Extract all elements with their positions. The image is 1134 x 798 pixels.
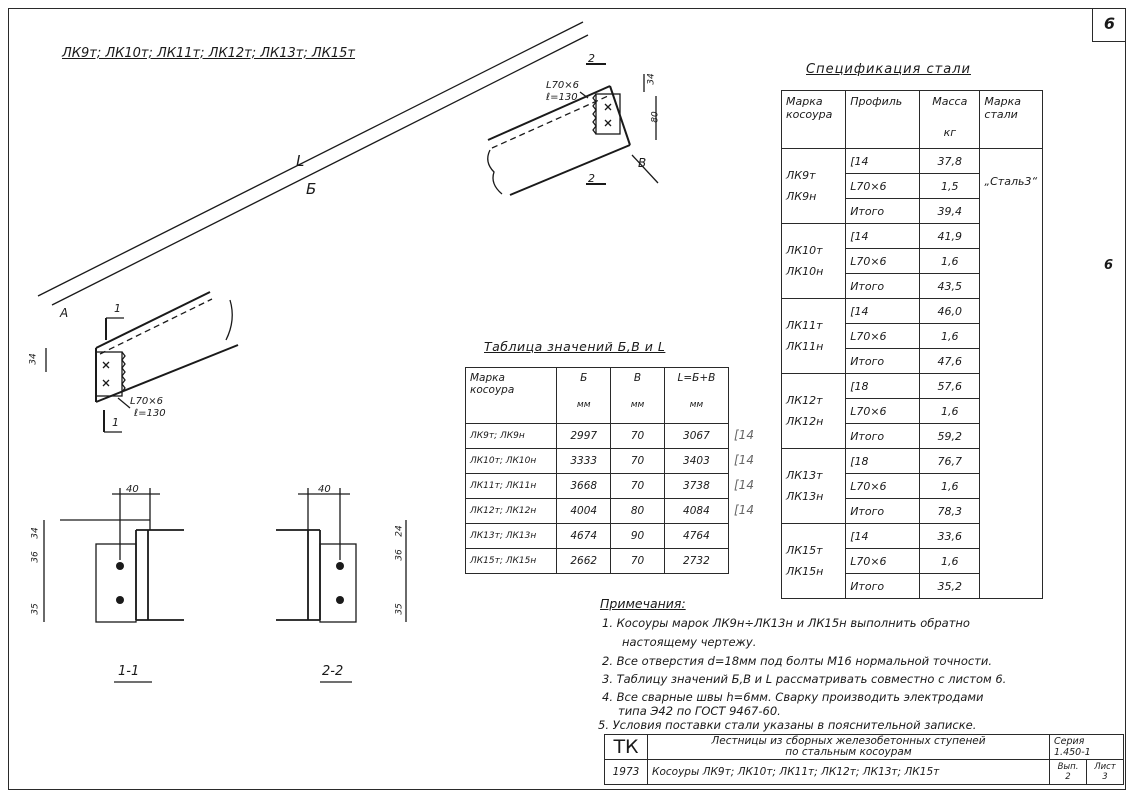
cut-mark-1-bottom: 1 <box>112 416 119 429</box>
spec-mass-cell: 47,6 <box>920 349 980 374</box>
values-header-mark: Марка косоура <box>466 368 557 424</box>
values-row <box>466 449 729 474</box>
spec-profile-cell: Итого <box>846 424 920 449</box>
values-l-cell: 4084 <box>664 499 728 524</box>
spec-mark-cell <box>782 149 846 224</box>
spec-mark-2: ЛК11н <box>786 340 824 353</box>
corner-label: 6 <box>1103 14 1116 33</box>
spec-mass-cell: 59,2 <box>920 424 980 449</box>
dim-B: Б <box>306 180 317 198</box>
spec-profile-cell: [18 <box>846 374 920 399</box>
values-l-cell: 3403 <box>664 449 728 474</box>
values-mark-cell: ЛК11т; ЛК11н <box>466 474 557 499</box>
values-row-note: [14 <box>734 478 754 492</box>
values-b-cell: 2662 <box>557 549 611 574</box>
note-line: 4. Все сварные швы h=6мм. Сварку производить электродами <box>602 690 984 704</box>
values-header-b-unit: мм <box>576 400 591 410</box>
spec-profile-cell: L70×6 <box>846 174 920 199</box>
notes-title: Примечания: <box>600 596 686 611</box>
values-header-b-label: Б <box>580 372 588 384</box>
spec-mark-2: ЛК9н <box>786 190 817 203</box>
values-v-cell: 70 <box>611 474 665 499</box>
values-row-note: [14 <box>734 453 754 467</box>
angle-label-upper: L70×6 <box>546 80 580 91</box>
spec-row <box>782 149 1043 174</box>
section-1-1-label: 1-1 <box>118 664 140 679</box>
title-block-org: ТК <box>605 735 648 760</box>
title-block <box>604 734 1124 785</box>
spec-mark-1: ЛК11т <box>786 319 823 332</box>
values-mark-cell: ЛК13т; ЛК13н <box>466 524 557 549</box>
values-l-cell: 4764 <box>664 524 728 549</box>
spec-profile-cell: L70×6 <box>846 549 920 574</box>
values-table <box>465 367 729 574</box>
title-block-issue-value: 2 <box>1065 772 1071 782</box>
values-header-l-label: L=Б+В <box>677 372 716 384</box>
spec-mass-cell: 39,4 <box>920 199 980 224</box>
sec1-dim-34: 34 <box>30 527 41 539</box>
cut-mark-1-top: 1 <box>114 302 121 315</box>
values-v-cell: 70 <box>611 424 665 449</box>
values-header-v-unit: мм <box>630 400 645 410</box>
values-v-cell: 70 <box>611 449 665 474</box>
dim-L: L <box>296 152 305 170</box>
values-b-cell: 4004 <box>557 499 611 524</box>
spec-steel-grade: „Сталь3“ <box>984 175 1038 188</box>
title-block-series-label: Серия <box>1054 736 1085 747</box>
spec-table-title: Спецификация стали <box>806 62 971 77</box>
spec-profile-cell: L70×6 <box>846 324 920 349</box>
title-block-year: 1973 <box>605 760 648 785</box>
title-block-title <box>648 735 1050 760</box>
header-marks: ЛК9т; ЛК10т; ЛК11т; ЛК12т; ЛК13т; ЛК15т <box>62 46 356 61</box>
angle-label: L70×6 <box>130 396 164 407</box>
title-block-sheet <box>1087 760 1124 785</box>
spec-table <box>781 90 1043 599</box>
spec-profile-cell: L70×6 <box>846 399 920 424</box>
spec-mass-cell: 35,2 <box>920 574 980 599</box>
spec-profile-cell: Итого <box>846 199 920 224</box>
note-line: 1. Косоуры марок ЛК9н÷ЛК13н и ЛК15н выполнить обратно <box>602 616 970 630</box>
spec-mark-1: ЛК15т <box>786 544 823 557</box>
spec-profile-cell: [14 <box>846 224 920 249</box>
spec-mass-cell: 76,7 <box>920 449 980 474</box>
sec1-dim-35: 35 <box>30 603 41 615</box>
values-header-l-unit: мм <box>689 400 704 410</box>
values-row <box>466 499 729 524</box>
values-v-cell: 70 <box>611 549 665 574</box>
spec-mark-2: ЛК13н <box>786 490 824 503</box>
values-b-cell: 4674 <box>557 524 611 549</box>
spec-mark-2: ЛК12н <box>786 415 824 428</box>
dim-V-small: В <box>638 156 647 170</box>
dim-80: 80 <box>650 111 661 123</box>
title-block-subtitle: Косоуры ЛК9т; ЛК10т; ЛК11т; ЛК12т; ЛК13т; ЛК15т <box>648 760 1050 785</box>
spec-mass-cell: 37,8 <box>920 149 980 174</box>
note-line: 3. Таблицу значений Б,В и L рассматривать совместно с листом 6. <box>602 672 1007 686</box>
sec1-dim-36: 36 <box>30 551 41 563</box>
spec-profile-cell: Итого <box>846 499 920 524</box>
values-header-v <box>611 368 665 424</box>
values-l-cell: 2732 <box>664 549 728 574</box>
spec-profile-cell: Итого <box>846 274 920 299</box>
spec-profile-cell: Итого <box>846 349 920 374</box>
spec-mark-2: ЛК10н <box>786 265 824 278</box>
dim-34-right: 34 <box>646 73 657 85</box>
title-block-title-line2: по стальным косоурам <box>785 746 912 758</box>
title-block-sheet-value: 3 <box>1102 772 1108 782</box>
spec-mark-2: ЛК15н <box>786 565 824 578</box>
spec-mass-cell: 1,6 <box>920 549 980 574</box>
spec-mark-cell <box>782 524 846 599</box>
values-v-cell: 90 <box>611 524 665 549</box>
note-line: настоящему чертежу. <box>622 635 757 649</box>
values-mark-cell: ЛК9т; ЛК9н <box>466 424 557 449</box>
values-row <box>466 524 729 549</box>
values-row <box>466 549 729 574</box>
values-header-v-label: В <box>633 372 642 384</box>
spec-mark-cell <box>782 224 846 299</box>
values-row-note: [14 <box>734 428 754 442</box>
spec-profile-cell: Итого <box>846 574 920 599</box>
values-header-b <box>557 368 611 424</box>
values-mark-cell: ЛК12т; ЛК12н <box>466 499 557 524</box>
spec-mark-cell <box>782 449 846 524</box>
spec-mass-cell: 46,0 <box>920 299 980 324</box>
spec-header-mark: Марка косоура <box>782 91 846 149</box>
values-row <box>466 424 729 449</box>
title-block-series-value: 1.450-1 <box>1054 747 1091 758</box>
values-l-cell: 3738 <box>664 474 728 499</box>
spec-mass-cell: 1,6 <box>920 324 980 349</box>
spec-profile-cell: L70×6 <box>846 249 920 274</box>
spec-header-mass <box>920 91 980 149</box>
spec-profile-cell: [14 <box>846 149 920 174</box>
spec-profile-cell: L70×6 <box>846 474 920 499</box>
side-mark: 6 <box>1104 258 1114 273</box>
sec1-dim-40: 40 <box>126 484 139 495</box>
cut-mark-2-top: 2 <box>588 52 595 65</box>
spec-profile-cell: [18 <box>846 449 920 474</box>
sec2-dim-24: 24 <box>394 525 405 537</box>
sec2-dim-36: 36 <box>394 549 405 561</box>
spec-mass-cell: 1,6 <box>920 399 980 424</box>
angle-length-upper: ℓ=130 <box>546 92 578 103</box>
spec-profile-cell: [14 <box>846 524 920 549</box>
spec-header-mass-unit: кг <box>943 126 957 139</box>
values-b-cell: 2997 <box>557 424 611 449</box>
spec-mass-cell: 78,3 <box>920 499 980 524</box>
title-block-sheet-label: Лист <box>1094 762 1116 772</box>
note-line: 2. Все отверстия d=18мм под болты М16 нормальной точности. <box>602 654 993 668</box>
spec-mark-cell <box>782 374 846 449</box>
note-line: типа Э42 по ГОСТ 9467-60. <box>618 704 781 718</box>
spec-mark-1: ЛК12т <box>786 394 823 407</box>
spec-mass-cell: 41,9 <box>920 224 980 249</box>
dim-A: А <box>60 306 69 320</box>
title-block-series <box>1050 735 1124 760</box>
sec2-dim-40: 40 <box>318 484 331 495</box>
title-block-issue-label: Вып. <box>1057 762 1079 772</box>
note-line: 5. Условия поставки стали указаны в пояснительной записке. <box>598 718 977 732</box>
sec2-dim-35: 35 <box>394 603 405 615</box>
values-header-l <box>664 368 728 424</box>
values-mark-cell: ЛК10т; ЛК10н <box>466 449 557 474</box>
spec-mass-cell: 1,6 <box>920 249 980 274</box>
spec-header-steel: Марка стали <box>980 91 1043 149</box>
spec-mass-cell: 43,5 <box>920 274 980 299</box>
title-block-issue <box>1050 760 1087 785</box>
values-b-cell: 3668 <box>557 474 611 499</box>
values-row-note: [14 <box>734 503 754 517</box>
spec-mass-cell: 57,6 <box>920 374 980 399</box>
values-table-title: Таблица значений Б,В и L <box>484 339 666 354</box>
values-b-cell: 3333 <box>557 449 611 474</box>
spec-header-profile: Профиль <box>846 91 920 149</box>
spec-mass-cell: 33,6 <box>920 524 980 549</box>
values-v-cell: 80 <box>611 499 665 524</box>
values-mark-cell: ЛК15т; ЛК15н <box>466 549 557 574</box>
spec-mark-1: ЛК10т <box>786 244 823 257</box>
values-row <box>466 474 729 499</box>
spec-mass-cell: 1,6 <box>920 474 980 499</box>
spec-steel-cell <box>980 149 1043 599</box>
title-block-title-line1: Лестницы из сборных железобетонных ступеней <box>711 735 986 747</box>
spec-profile-cell: [14 <box>846 299 920 324</box>
spec-mark-cell <box>782 299 846 374</box>
spec-mark-1: ЛК13т <box>786 469 823 482</box>
values-l-cell: 3067 <box>664 424 728 449</box>
spec-mark-1: ЛК9т <box>786 169 816 182</box>
cut-mark-2-bottom: 2 <box>588 172 595 185</box>
section-2-2-label: 2-2 <box>322 664 344 679</box>
dim-34-left: 34 <box>28 353 39 365</box>
spec-mass-cell: 1,5 <box>920 174 980 199</box>
angle-length: ℓ=130 <box>134 408 166 419</box>
spec-header-mass-label: Масса <box>932 95 968 108</box>
